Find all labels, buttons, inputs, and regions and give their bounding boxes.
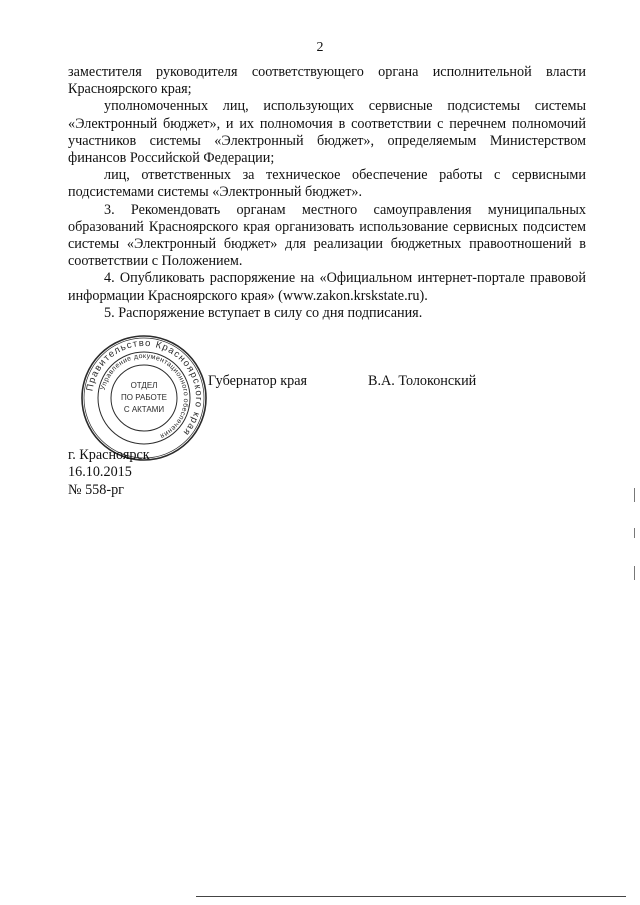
paragraph-technical-support: лиц, ответственных за техническое обеспечение работы с сервисными подсистемами системы «Электронный бюджет». — [68, 167, 586, 201]
official-stamp — [78, 332, 210, 464]
scan-edge-line — [196, 896, 626, 897]
document-number: № 558-рг — [68, 481, 125, 498]
stamp-middle-text: Управление документационного обеспечения — [99, 352, 190, 440]
stamp-center-line-3: С АКТАМИ — [123, 405, 165, 414]
issue-date: 16.10.2015 — [68, 464, 132, 481]
scan-mark — [634, 528, 635, 538]
paragraph-deputy-head: заместителя руководителя соответствующего органа исполнительной власти Красноярского края; — [68, 64, 586, 98]
signatory-name: В.А. Толоконский — [368, 373, 477, 389]
document-meta — [68, 447, 150, 499]
paragraph-item-3: 3. Рекомендовать органам местного самоуправления муниципальных образований Красноярского края организовать использование сервисных подсистем системы «Электронный бюджет» для реализации бюджетных правоотношений в соответствии с Положением. — [68, 201, 586, 270]
paragraph-authorized-persons: уполномоченных лиц, использующих сервисные подсистемы системы «Электронный бюджет», и их полномочия в соответствии с перечнем полномочий участников системы «Электронный бюджет», определяемым Министерством финансов Российской Федерации; — [68, 98, 586, 167]
paragraph-item-5: 5. Распоряжение вступает в силу со дня подписания. — [104, 304, 423, 321]
scan-mark — [634, 566, 635, 580]
stamp-center-line-1: ОТДЕЛ — [130, 381, 158, 390]
page-number: 2 — [316, 40, 324, 55]
paragraph-item-4: 4. Опубликовать распоряжение на «Официальном интернет-портале правовой информации Красноярского края» (www.zakon.krskstate.ru). — [68, 270, 586, 304]
scan-mark — [634, 488, 635, 502]
stamp-seal-graphic — [78, 332, 210, 464]
document-body — [68, 64, 586, 322]
scan-edge-marks — [633, 488, 637, 588]
issue-city: г. Красноярск — [68, 447, 150, 463]
stamp-center-line-2: ПО РАБОТЕ — [121, 393, 167, 402]
stamp-outer-text: Правительство Красноярского края — [84, 337, 205, 439]
signatory-title: Губернатор края — [208, 373, 308, 389]
